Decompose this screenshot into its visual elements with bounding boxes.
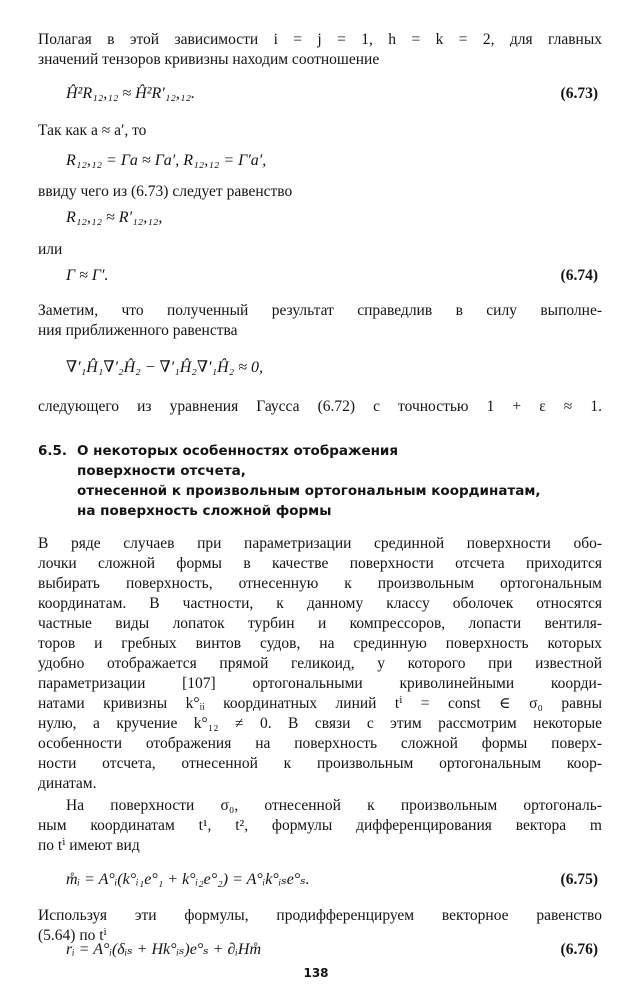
equation-r: R₁₂,₁₂ = Γa ≈ Γa′, R₁₂,₁₂ = Γ′a′, (66, 152, 267, 169)
equation-6-75: m̊ᵢ = A°ᵢ(k°ᵢ₁e°₁ + k°ᵢ₂e°₂) = A°ᵢk°ᵢₛe°ₛ. (66, 871, 310, 888)
text-line: следующего из уравнения Гаусса (6.72) с точностью 1 + ε ≈ 1. (38, 398, 602, 415)
text-line: удобно отображается прямой геликоид, у которого при известной (38, 655, 602, 672)
text-line: натами кривизны k°ᵢᵢ координатных линий tⁱ = const ∈ σ₀ равны (38, 695, 602, 712)
equation-r-approx: R₁₂,₁₂ ≈ R′₁₂,₁₂, (66, 209, 163, 226)
text-line: по tⁱ имеют вид (38, 837, 140, 854)
text-line: выбирать поверхность, отнесенную к произвольным ортогональным (38, 575, 602, 592)
equation-number: (6.74) (560, 267, 598, 284)
text-line: особенности отображения на поверхность сложной формы поверх- (38, 735, 602, 752)
text-line: координатам. В частности, к данному классу оболочек относятся (38, 595, 602, 612)
text-line: Так как a ≈ a′, то (38, 122, 147, 139)
equation-6-74: Γ ≈ Γ′. (66, 267, 109, 284)
equation-number: (6.75) (560, 871, 598, 888)
text-line: Используя эти формулы, продифференцируем векторное равенство (38, 907, 602, 924)
section-title-line: отнесенной к произвольным ортогональным координатам, (77, 483, 541, 499)
text-line: частные виды лопаток турбин и компрессоров, лопасти вентиля- (38, 615, 602, 632)
section-title-line: О некоторых особенностях отображения (77, 443, 399, 459)
text-line: динатам. (38, 775, 97, 792)
text-line: На поверхности σ₀, отнесенной к произвольным ортогональ- (66, 797, 602, 814)
text-line: ности отсчета, отнесенной к произвольным ортогональным коор- (38, 755, 602, 772)
equation-nabla: ∇′₁Ĥ₁∇′₂Ĥ₂ − ∇′₁Ĥ₂∇′₁Ĥ₂ ≈ 0, (66, 359, 263, 376)
equation-number: (6.73) (560, 85, 598, 102)
text-line: ным координатам t¹, t², формулы дифференцирования вектора m (38, 817, 602, 834)
equation-6-73: Ĥ²R₁₂,₁₂ ≈ Ĥ²R′₁₂,₁₂. (66, 85, 196, 102)
text-line: Полагая в этой зависимости i = j = 1, h = k = 2, для главных (38, 31, 602, 48)
text-line: или (38, 241, 63, 258)
text-line: ния приближенного равенства (38, 322, 238, 339)
equation-6-76: rᵢ = A°ᵢ(δᵢₛ + Hk°ᵢₛ)e°ₛ + ∂ᵢHm̊ (66, 941, 261, 958)
page-number: 138 (303, 966, 329, 980)
section-title-line: на поверхность сложной формы (77, 503, 332, 519)
text-line: В ряде случаев при параметризации срединной поверхности обо- (38, 535, 602, 552)
text-line: значений тензоров кривизны находим соотношение (38, 51, 380, 68)
text-line: лочки сложной формы в качестве поверхности отсчета приходится (38, 555, 602, 572)
text-line: торов и гребных винтов судов, на срединную поверхность которых (38, 635, 602, 652)
text-line: параметризации [107] ортогональными криволинейными коорди- (38, 675, 602, 692)
text-line: ввиду чего из (6.73) следует равенство (38, 183, 293, 200)
section-number: 6.5. (38, 443, 68, 459)
section-title-line: поверхности отсчета, (77, 463, 246, 479)
text-line: нулю, а кручение k°₁₂ ≠ 0. В связи с этим рассмотрим некоторые (38, 715, 602, 732)
text-line: (5.64) по tⁱ (38, 927, 107, 944)
text-line: Заметим, что полученный результат справедлив в силу выполне- (38, 302, 602, 319)
equation-number: (6.76) (560, 941, 598, 958)
